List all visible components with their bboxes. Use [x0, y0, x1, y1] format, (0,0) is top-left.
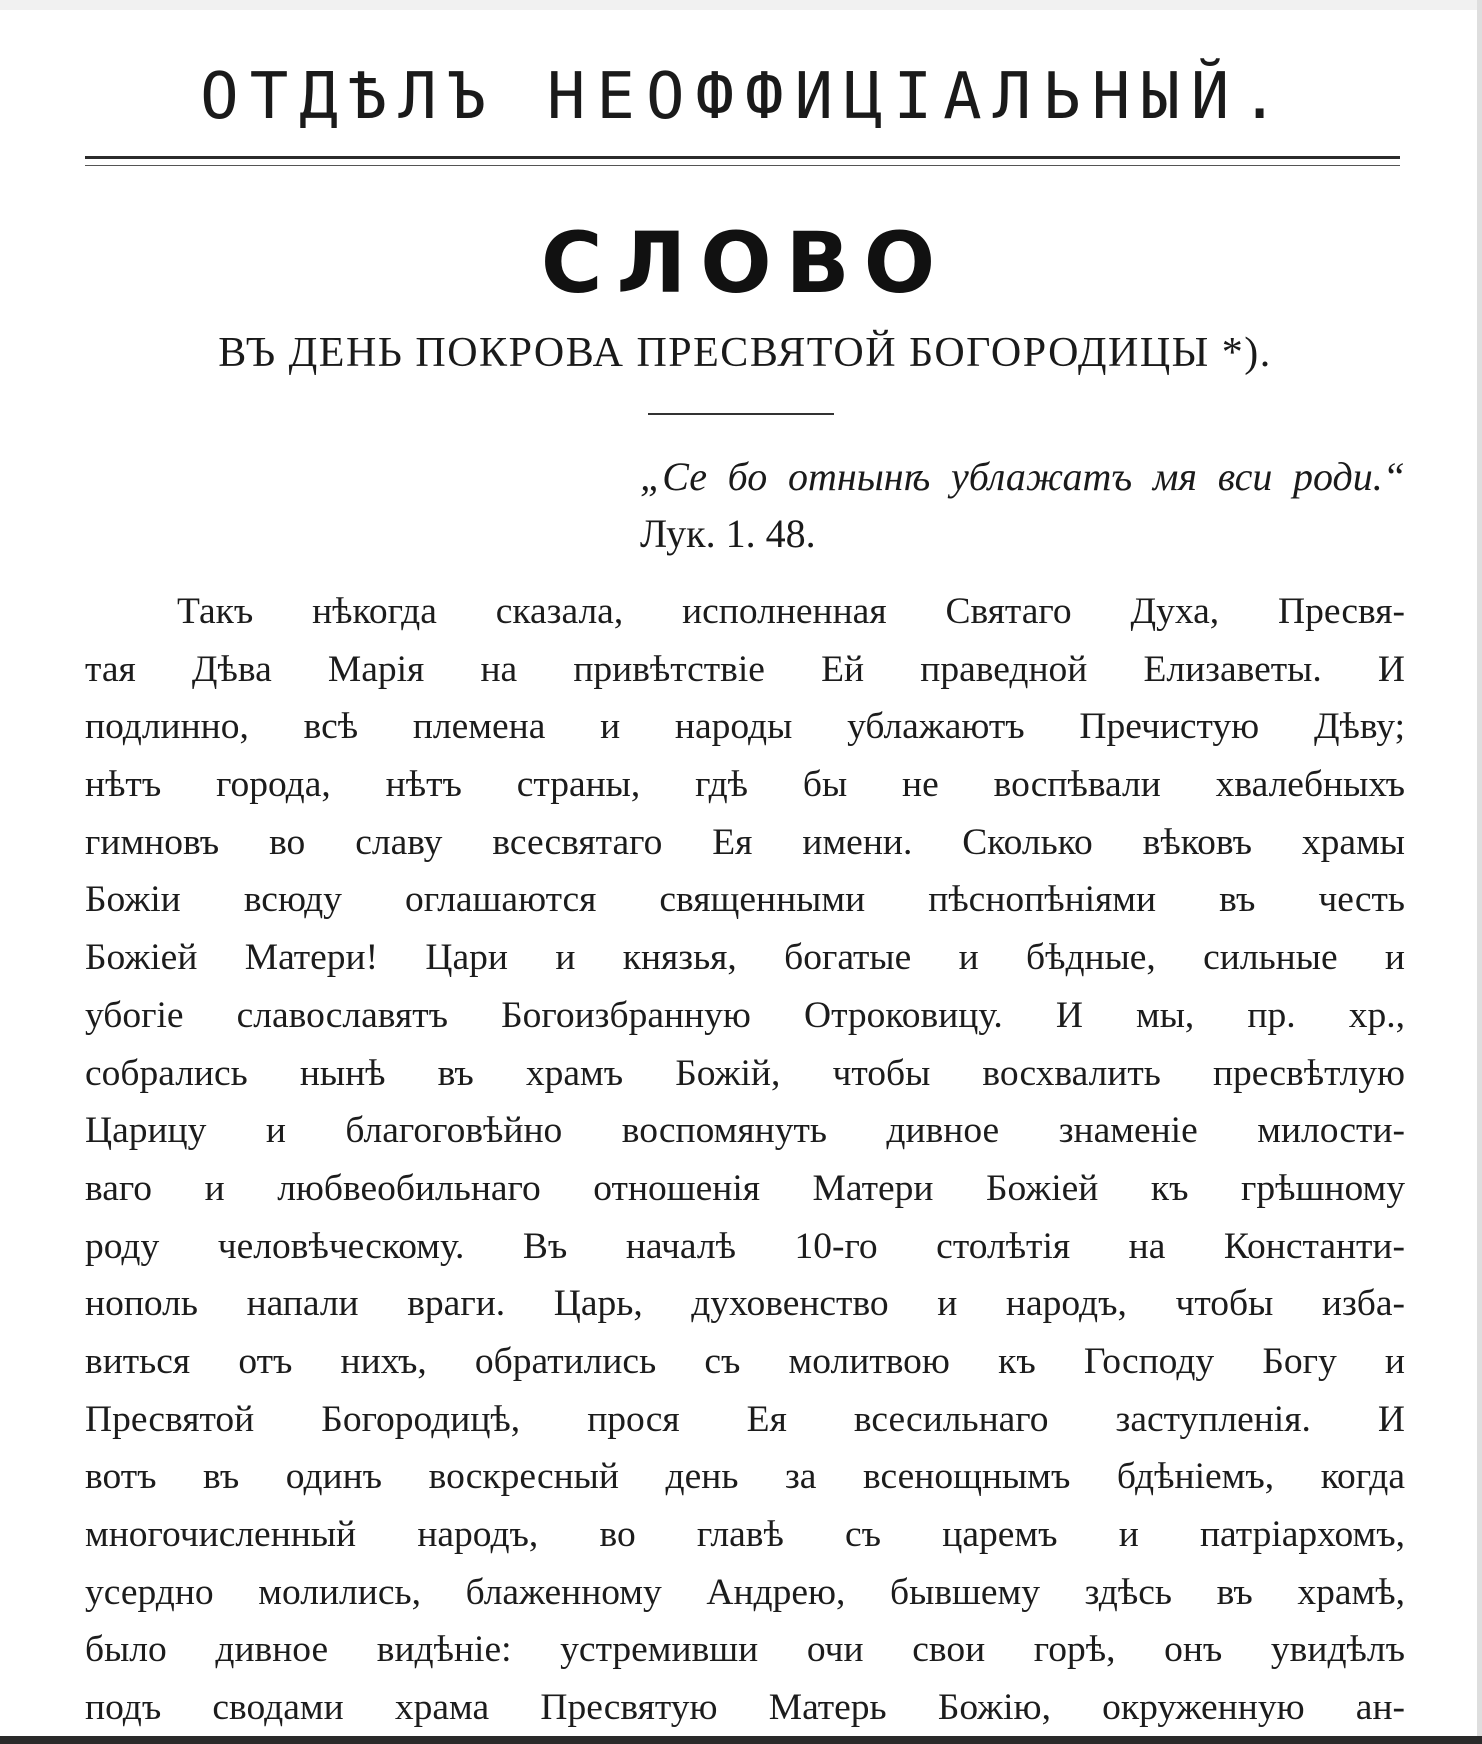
body-line: ваго и любвеобильнаго отношенія Матери Божіей къ грѣшному [85, 1167, 1405, 1209]
body-line: Царицу и благоговѣйно воспомянуть дивное знаменіе милости- [85, 1110, 1405, 1152]
body-line: Божіей Матери! Цари и князья, богатые и бѣдные, сильные и [85, 937, 1405, 979]
body-line: Пресвятой Богородицѣ, прося Ея всесильнаго заступленія. И [85, 1398, 1405, 1440]
body-line: собрались нынѣ въ храмъ Божій, чтобы восхвалить пресвѣтлую [85, 1052, 1405, 1094]
scan-top-edge [0, 0, 1482, 10]
body-line: гимновъ во славу всесвятаго Ея имени. Сколько вѣковъ храмы [85, 821, 1405, 863]
epigraph-reference: Лук. 1. 48. [640, 511, 816, 556]
body-line: нополь напали враги. Царь, духовенство и народъ, чтобы изба- [85, 1283, 1405, 1325]
body-line: усердно молились, блаженному Андрею, бывшему здѣсь въ храмѣ, [85, 1571, 1405, 1613]
body-line: виться отъ нихъ, обратились съ молитвою къ Господу Богу и [85, 1340, 1405, 1382]
body-line: подъ сводами храма Пресвятую Матерь Божію, окруженную ан- [85, 1687, 1405, 1729]
heading-rule-thin [85, 165, 1400, 166]
body-line: тая Дѣва Марія на привѣтствіе Ей праведной Елизаветы. И [85, 648, 1405, 690]
scan-bottom-edge [0, 1736, 1482, 1744]
sermon-subtitle: ВЪ ДЕНЬ ПОКРОВА ПРЕСВЯТОЙ БОГОРОДИЦЫ *). [218, 330, 1272, 376]
heading-rule-thick [85, 156, 1400, 159]
epigraph [640, 448, 1405, 562]
sermon-body [85, 583, 1405, 1737]
body-line: Такъ нѣкогда сказала, исполненная Святаго Духа, Пресвя- [177, 591, 1405, 632]
sermon-title: СЛОВО [540, 214, 950, 312]
body-line: вотъ въ одинъ воскресный день за всенощнымъ бдѣніемъ, когда [85, 1456, 1405, 1498]
body-line: подлинно, всѣ племена и народы ублажаютъ Пречистую Дѣву; [85, 706, 1405, 748]
body-line: было дивное видѣніе: устремивши очи свои горѣ, онъ увидѣлъ [85, 1629, 1405, 1671]
scan-right-edge [1477, 0, 1482, 1744]
epigraph-quote: „Се бо отнынѣ ублажатъ мя вси роди.“ [640, 454, 1405, 499]
title-divider [648, 413, 834, 415]
section-heading: ОТДѢЛЪ НЕОФФИЦІАЛЬНЫЙ. [200, 60, 1290, 134]
body-line: убогіе славославятъ Богоизбранную Отроковицу. И мы, пр. хр., [85, 994, 1405, 1036]
body-line: роду человѣческому. Въ началѣ 10-го столѣтія на Константи- [85, 1225, 1405, 1267]
body-line: многочисленный народъ, во главѣ съ царемъ и патріархомъ, [85, 1514, 1405, 1555]
body-line: Божіи всюду оглашаются священными пѣснопѣніями въ честь [85, 879, 1405, 921]
body-line: нѣтъ города, нѣтъ страны, гдѣ бы не воспѣвали хвалебныхъ [85, 764, 1405, 806]
